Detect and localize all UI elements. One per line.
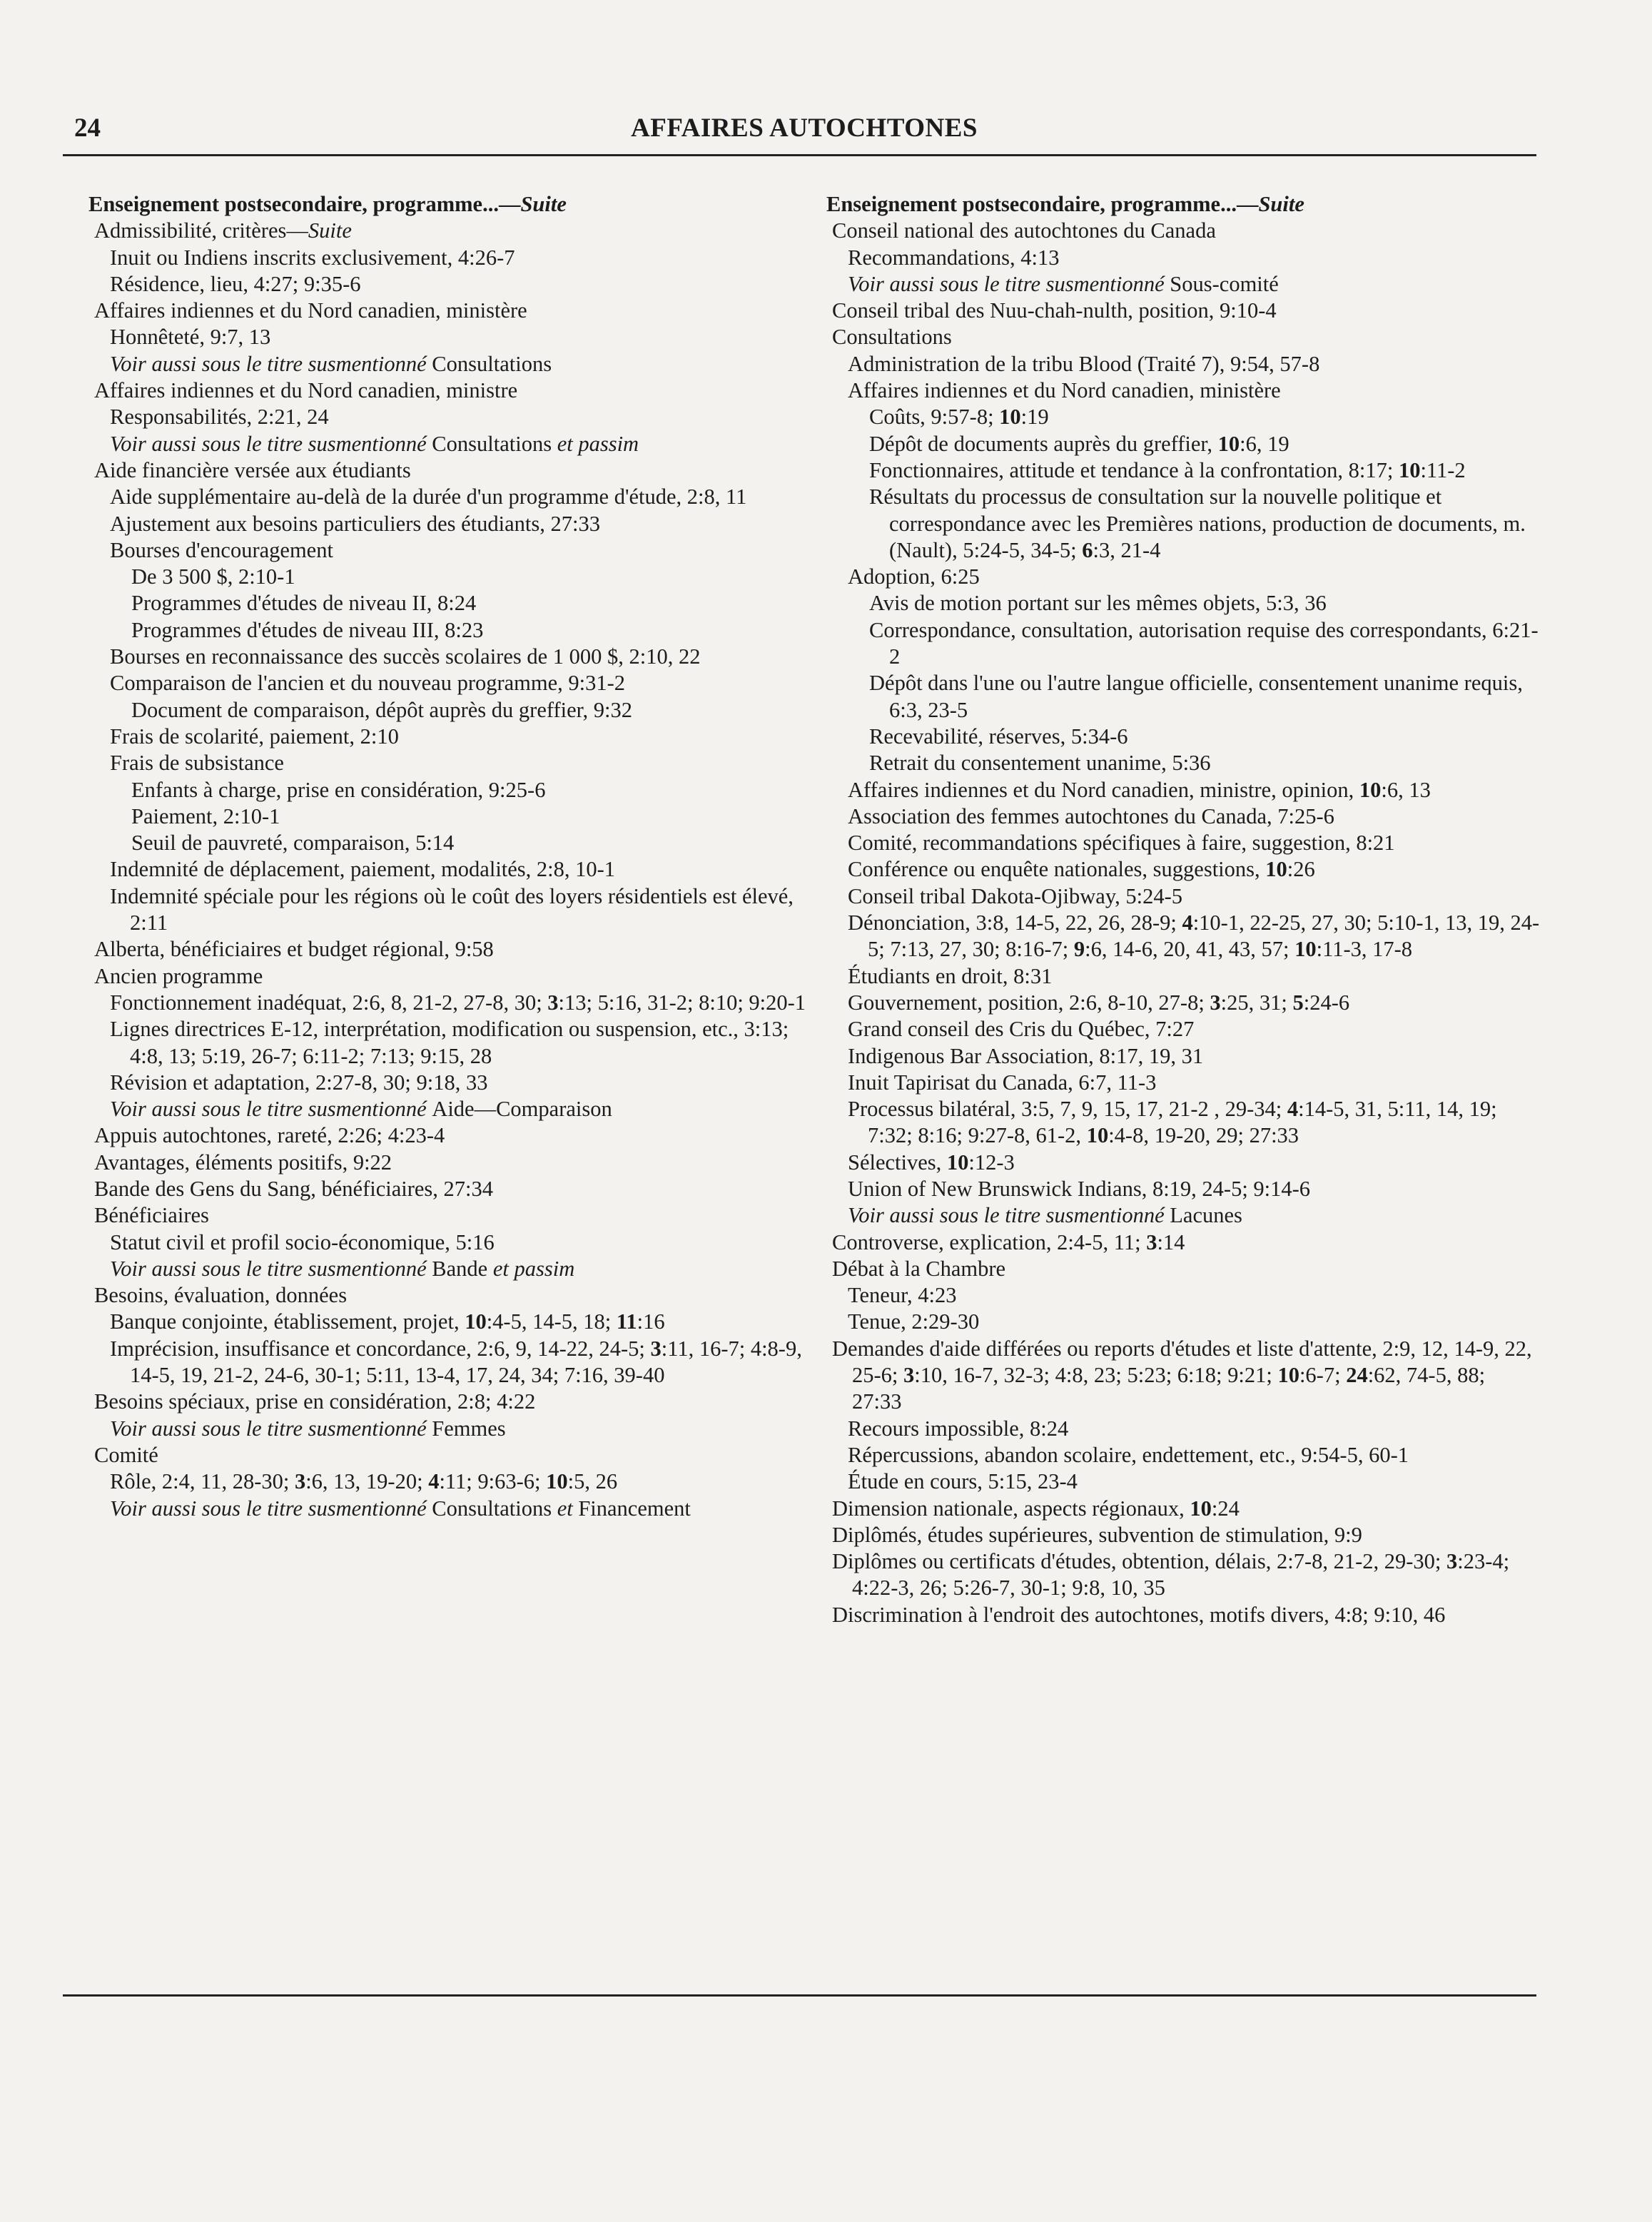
index-entry	[108, 830, 816, 856]
entry-text: :19	[1020, 405, 1049, 430]
index-entry	[846, 910, 1540, 963]
entry-text: Tenue, 2:29-30	[848, 1309, 980, 1334]
entry-text: 4	[428, 1469, 440, 1494]
index-entry	[846, 1282, 1540, 1309]
index-entry	[108, 324, 816, 350]
page-number: 24	[74, 113, 101, 143]
index-entry	[108, 1496, 816, 1522]
entry-text: Indemnité spéciale pour les régions où le coût des loyers résidentiels est élevé, 2:11	[110, 883, 794, 935]
entry-text: Besoins spéciaux, prise en considération, 2:8; 4:22	[94, 1389, 536, 1414]
entry-text: :4-5, 14-5, 18;	[486, 1309, 617, 1334]
entry-text: Paiement, 2:10-1	[131, 803, 280, 828]
entry-text: Appuis autochtones, rareté, 2:26; 4:23-4	[94, 1123, 445, 1148]
entry-text: Banque conjointe, établissement, projet,	[110, 1309, 465, 1334]
entry-text: Retrait du consentement unanime, 5:36	[869, 751, 1211, 776]
index-entry	[108, 590, 816, 617]
index-entry	[846, 1468, 1540, 1495]
entry-text: Résidence, lieu, 4:27; 9:35-6	[110, 271, 361, 296]
entry-text: :6, 13, 19-20;	[305, 1469, 429, 1494]
index-entry	[94, 963, 816, 990]
entry-text: Lignes directrices E-12, interprétation, modification ou suspension, etc., 3:13; 4:8, 13; 5:19, 26-7; 6:11-2; 7:13; 9:15, 28	[110, 1017, 789, 1068]
entry-text: :14	[1157, 1229, 1185, 1254]
index-entry	[832, 1256, 1540, 1282]
index-entry	[846, 1309, 1540, 1335]
entry-text: Association des femmes autochtones du Canada, 7:25-6	[848, 803, 1334, 828]
index-entry	[846, 803, 1540, 830]
index-entry	[108, 1016, 816, 1070]
index-entry	[846, 1442, 1540, 1468]
entry-text: Adoption, 6:25	[848, 564, 980, 589]
entry-text: :13; 5:16, 31-2; 8:10; 9:20-1	[558, 990, 806, 1015]
entry-text: 10	[1294, 937, 1317, 962]
entry-text: :4-8, 19-20, 29; 27:33	[1108, 1123, 1299, 1148]
index-entry	[846, 1043, 1540, 1070]
index-entry	[94, 936, 816, 963]
header-rule	[63, 154, 1536, 156]
entry-text: Programmes d'études de niveau III, 8:23	[131, 617, 484, 642]
index-entry	[108, 1336, 816, 1389]
entry-text: 10	[465, 1309, 487, 1334]
entry-text: 11	[616, 1309, 637, 1334]
index-entry	[108, 537, 816, 564]
index-entry	[108, 803, 816, 830]
entry-text: Étude en cours, 5:15, 23-4	[848, 1469, 1078, 1494]
index-entry	[846, 830, 1540, 856]
index-entry	[846, 1176, 1540, 1202]
entry-text: Aide supplémentaire au-delà de la durée d'un programme d'étude, 2:8, 11	[110, 485, 747, 509]
index-entry	[94, 457, 816, 484]
index-entry	[108, 1070, 816, 1096]
entry-text: Voir aussi sous le titre susmentionné	[848, 271, 1170, 296]
entry-text: Rôle, 2:4, 11, 28-30;	[110, 1469, 295, 1494]
entry-text: Teneur, 4:23	[848, 1283, 957, 1308]
entry-text: Lacunes	[1170, 1203, 1242, 1228]
entry-text: 10	[1086, 1123, 1109, 1148]
footer-rule	[63, 1994, 1536, 1997]
entry-text: :16	[637, 1309, 665, 1334]
entry-text: 3	[650, 1336, 662, 1361]
entry-text: Inuit Tapirisat du Canada, 6:7, 11-3	[848, 1070, 1157, 1095]
index-entry	[108, 1229, 816, 1256]
entry-text: Aide financière versée aux étudiants	[94, 457, 411, 482]
entry-text: :6, 14-6, 20, 41, 43, 57;	[1085, 937, 1295, 962]
index-entry	[846, 724, 1540, 750]
index-entry	[108, 271, 816, 298]
entry-text: Diplômes ou certificats d'études, obtention, délais, 2:7-8, 21-2, 29-30;	[832, 1549, 1447, 1574]
entry-text: Répercussions, abandon scolaire, endettement, etc., 9:54-5, 60-1	[848, 1442, 1409, 1467]
index-entry	[846, 484, 1540, 564]
entry-text: Comité	[94, 1442, 158, 1467]
index-entry	[846, 351, 1540, 377]
index-entry	[846, 377, 1540, 404]
entry-text: De 3 500 $, 2:10-1	[131, 564, 295, 589]
entry-text: Seuil de pauvreté, comparaison, 5:14	[131, 831, 455, 856]
index-heading	[826, 191, 1540, 218]
entry-text: Ancien programme	[94, 963, 263, 988]
entry-text: 10	[546, 1469, 568, 1494]
entry-text: Affaires indiennes et du Nord canadien, ministère	[848, 378, 1281, 403]
entry-text: Affaires indiennes et du Nord canadien, ministre	[94, 378, 518, 403]
entry-text: Statut civil et profil socio-économique, 5:16	[110, 1229, 495, 1254]
entry-text: Comité, recommandations spécifiques à faire, suggestion, 8:21	[848, 831, 1395, 856]
index-entry	[108, 484, 816, 510]
entry-text: :3, 21-4	[1093, 537, 1161, 562]
index-entry	[94, 218, 816, 244]
index-entry	[108, 777, 816, 803]
index-entry	[108, 245, 816, 271]
entry-text: Avantages, éléments positifs, 9:22	[94, 1150, 392, 1175]
index-entry	[846, 883, 1540, 910]
index-entry	[108, 644, 816, 670]
entry-text: Responsabilités, 2:21, 24	[110, 405, 329, 430]
entry-text: Programmes d'études de niveau II, 8:24	[131, 591, 477, 616]
index-entry	[832, 298, 1540, 324]
entry-text: Voir aussi sous le titre susmentionné	[110, 1256, 432, 1281]
entry-text: 10	[946, 1150, 969, 1175]
index-entry	[846, 670, 1540, 724]
entry-text: Résultats du processus de consultation sur la nouvelle politique et correspondance avec les Premières nations, production de documents, m. (Nault), 5:24-5, 34-5;	[869, 485, 1526, 562]
entry-text: Aide—Comparaison	[432, 1097, 612, 1122]
index-entry	[832, 1602, 1540, 1628]
entry-text: Dépôt de documents auprès du greffier,	[869, 431, 1218, 456]
entry-text: Voir aussi sous le titre susmentionné	[848, 1203, 1170, 1228]
entry-text: Imprécision, insuffisance et concordance, 2:6, 9, 14-22, 24-5;	[110, 1336, 651, 1361]
index-entry	[94, 1282, 816, 1309]
index-entry	[94, 298, 816, 324]
entry-text: Débat à la Chambre	[832, 1256, 1006, 1281]
index-column-left	[88, 191, 816, 1522]
entry-text: 3	[294, 1469, 306, 1494]
entry-text: :10-1, 22-25, 27, 30; 5:10-1, 13, 19, 24-5; 7:13, 27, 30; 8:16-7;	[868, 910, 1540, 962]
entry-text: Consultations	[432, 351, 552, 376]
index-entry	[108, 856, 816, 883]
index-entry	[108, 1309, 816, 1335]
entry-text: Processus bilatéral, 3:5, 7, 9, 15, 17, 21-2 , 29-34;	[848, 1097, 1287, 1122]
entry-text: Frais de scolarité, paiement, 2:10	[110, 724, 399, 749]
index-entry	[108, 724, 816, 750]
entry-text: Bourses en reconnaissance des succès scolaires de 1 000 $, 2:10, 22	[110, 644, 701, 669]
entry-text: Alberta, bénéficiaires et budget régional, 9:58	[94, 937, 494, 962]
entry-text: Révision et adaptation, 2:27-8, 30; 9:18, 33	[110, 1070, 488, 1095]
entry-text: 10	[1217, 431, 1240, 456]
index-entry	[846, 963, 1540, 990]
index-entry	[108, 990, 816, 1016]
entry-text: :14-5, 31, 5:11, 14, 19; 7:32; 8:16; 9:27-8, 61-2,	[868, 1097, 1497, 1148]
entry-text: et	[557, 1496, 579, 1521]
entry-text: Bénéficiaires	[94, 1203, 209, 1228]
index-entry	[832, 1548, 1540, 1602]
index-entry	[846, 457, 1540, 484]
entry-text: 10	[1265, 857, 1287, 882]
index-entry	[94, 1122, 816, 1149]
entry-text: :6-7;	[1299, 1363, 1347, 1388]
entry-text: Voir aussi sous le titre susmentionné	[110, 1097, 432, 1122]
entry-text: Union of New Brunswick Indians, 8:19, 24-5; 9:14-6	[848, 1176, 1311, 1201]
entry-text: Recommandations, 4:13	[848, 245, 1060, 270]
index-entry	[846, 617, 1540, 671]
index-entry	[832, 1229, 1540, 1256]
entry-text: Financement	[578, 1496, 691, 1521]
entry-text: 3	[903, 1363, 915, 1388]
index-entry	[846, 271, 1540, 298]
index-entry	[846, 404, 1540, 430]
entry-text: Coûts, 9:57-8;	[869, 405, 1000, 430]
entry-text: Grand conseil des Cris du Québec, 7:27	[848, 1017, 1195, 1042]
index-entry	[94, 1442, 816, 1468]
entry-text: Sélectives,	[848, 1150, 947, 1175]
entry-text: 9	[1073, 937, 1085, 962]
index-entry	[846, 856, 1540, 883]
index-entry	[108, 670, 816, 696]
entry-text: :6, 13	[1381, 777, 1431, 802]
index-entry	[94, 1176, 816, 1202]
index-entry	[846, 564, 1540, 590]
entry-text: Suite	[308, 218, 352, 243]
entry-text: :26	[1287, 857, 1315, 882]
index-entry	[846, 1070, 1540, 1096]
index-entry	[832, 1496, 1540, 1522]
entry-text: Consultations	[432, 431, 557, 456]
entry-text: Recevabilité, réserves, 5:34-6	[869, 724, 1128, 749]
entry-text: Indigenous Bar Association, 8:17, 19, 31	[848, 1043, 1204, 1068]
index-entry	[108, 564, 816, 590]
entry-text: Sous-comité	[1170, 271, 1279, 296]
index-entry	[108, 511, 816, 537]
index-entry	[94, 377, 816, 404]
entry-text: Voir aussi sous le titre susmentionné	[110, 1416, 432, 1441]
index-entry	[108, 750, 816, 776]
index-column-right	[826, 191, 1540, 1628]
entry-text: Administration de la tribu Blood (Traité 7), 9:54, 57-8	[848, 351, 1320, 376]
entry-text: Dénonciation, 3:8, 14-5, 22, 26, 28-9;	[848, 910, 1182, 935]
entry-text: et passim	[492, 1256, 575, 1281]
entry-text: 24	[1346, 1363, 1368, 1388]
entry-text: Voir aussi sous le titre susmentionné	[110, 351, 432, 376]
entry-text: :11-2	[1420, 457, 1466, 482]
entry-text: :10, 16-7, 32-3; 4:8, 23; 5:23; 6:18; 9:21;	[914, 1363, 1278, 1388]
entry-text: 4	[1182, 910, 1193, 935]
index-entry	[94, 1389, 816, 1415]
running-head: AFFAIRES AUTOCHTONES	[631, 113, 978, 143]
entry-text: Voir aussi sous le titre susmentionné	[110, 431, 432, 456]
entry-text: Conseil tribal Dakota-Ojibway, 5:24-5	[848, 883, 1182, 908]
index-entry	[846, 990, 1540, 1016]
index-entry	[108, 431, 816, 457]
entry-text: :25, 31;	[1220, 990, 1293, 1015]
entry-text: Conférence ou enquête nationales, suggestions,	[848, 857, 1266, 882]
entry-text: Consultations	[832, 325, 952, 350]
index-entry	[846, 1016, 1540, 1042]
entry-text: Dimension nationale, aspects régionaux,	[832, 1496, 1190, 1521]
index-entry	[846, 431, 1540, 457]
entry-text: 10	[1398, 457, 1421, 482]
index-entry	[94, 1202, 816, 1229]
entry-text: Comparaison de l'ancien et du nouveau programme, 9:31-2	[110, 671, 626, 696]
index-entry	[108, 1468, 816, 1495]
entry-text: 6	[1082, 537, 1093, 562]
index-heading	[88, 191, 816, 218]
index-entry	[108, 617, 816, 644]
entry-text: :5, 26	[567, 1469, 618, 1494]
entry-text: Femmes	[432, 1416, 506, 1441]
entry-text: :11; 9:63-6;	[439, 1469, 547, 1494]
entry-text: Conseil tribal des Nuu-chah-nulth, position, 9:10-4	[832, 298, 1277, 323]
entry-text: Enseignement postsecondaire, programme...—	[826, 192, 1259, 216]
entry-text: Ajustement aux besoins particuliers des étudiants, 27:33	[110, 511, 600, 536]
entry-text: 10	[1277, 1363, 1299, 1388]
entry-text: :23-4; 4:22-3, 26; 5:26-7, 30-1; 9:8, 10, 35	[852, 1549, 1510, 1600]
entry-text: 3	[547, 990, 559, 1015]
entry-text: Frais de subsistance	[110, 751, 284, 776]
entry-text: Indemnité de déplacement, paiement, modalités, 2:8, 10-1	[110, 857, 616, 882]
entry-text: :12-3	[968, 1150, 1015, 1175]
entry-text: 3	[1210, 990, 1221, 1015]
entry-text: Consultations	[432, 1496, 557, 1521]
entry-text: Besoins, évaluation, données	[94, 1283, 348, 1308]
index-entry	[108, 1096, 816, 1122]
entry-text: :24-6	[1303, 990, 1350, 1015]
entry-text: Suite	[520, 192, 567, 216]
entry-text: Enfants à charge, prise en considération, 9:25-6	[131, 777, 546, 802]
entry-text: Controverse, explication, 2:4-5, 11;	[832, 1229, 1147, 1254]
entry-text: Avis de motion portant sur les mêmes objets, 5:3, 36	[869, 591, 1327, 616]
entry-text: Suite	[1258, 192, 1304, 216]
entry-text: Étudiants en droit, 8:31	[848, 963, 1053, 988]
index-entry	[832, 1522, 1540, 1548]
index-entry	[108, 697, 816, 724]
entry-text: Diplômés, études supérieures, subvention de stimulation, 9:9	[832, 1522, 1362, 1547]
index-entry	[846, 590, 1540, 617]
entry-text: Document de comparaison, dépôt auprès du greffier, 9:32	[131, 697, 633, 722]
entry-text: 10	[999, 405, 1021, 430]
index-entry	[846, 1096, 1540, 1150]
entry-text: Correspondance, consultation, autorisation requise des correspondants, 6:21-2	[869, 617, 1539, 669]
entry-text: Affaires indiennes et du Nord canadien, ministre, opinion,	[848, 777, 1359, 802]
entry-text: 3	[1146, 1229, 1157, 1254]
entry-text: Fonctionnement inadéquat, 2:6, 8, 21-2, 27-8, 30;	[110, 990, 548, 1015]
entry-text: 4	[1287, 1097, 1299, 1122]
entry-text: :6, 19	[1240, 431, 1289, 456]
index-entry	[832, 218, 1540, 244]
entry-text: Admissibilité, critères—	[94, 218, 308, 243]
index-entry	[846, 1150, 1540, 1176]
entry-text: Conseil national des autochtones du Canada	[832, 218, 1216, 243]
index-entry	[108, 1416, 816, 1442]
entry-text: Discrimination à l'endroit des autochtones, motifs divers, 4:8; 9:10, 46	[832, 1602, 1446, 1627]
index-entry	[846, 777, 1540, 803]
entry-text: Voir aussi sous le titre susmentionné	[110, 1496, 432, 1521]
entry-text: Affaires indiennes et du Nord canadien, ministère	[94, 298, 527, 323]
entry-text: Enseignement postsecondaire, programme...—	[88, 192, 521, 216]
entry-text: :24	[1211, 1496, 1240, 1521]
entry-text: :11-3, 17-8	[1316, 937, 1413, 962]
entry-text: Bande des Gens du Sang, bénéficiaires, 27:34	[94, 1176, 494, 1201]
index-entry	[832, 1336, 1540, 1416]
index-entry	[846, 1202, 1540, 1229]
index-entry	[832, 324, 1540, 350]
index-entry	[846, 245, 1540, 271]
entry-text: :11, 16-7; 4:8-9, 14-5, 19, 21-2, 24-6, 30-1; 5:11, 13-4, 17, 24, 34; 7:16, 39-40	[130, 1336, 802, 1388]
entry-text: Gouvernement, position, 2:6, 8-10, 27-8;	[848, 990, 1210, 1015]
entry-text: 5	[1292, 990, 1304, 1015]
entry-text: et passim	[557, 431, 639, 456]
entry-text: Demandes d'aide différées ou reports d'études et liste d'attente, 2:9, 12, 14-9, 22, 25-6;	[832, 1336, 1532, 1388]
page-header	[74, 113, 1534, 154]
entry-text: Inuit ou Indiens inscrits exclusivement, 4:26-7	[110, 245, 515, 270]
entry-text: 10	[1190, 1496, 1212, 1521]
entry-text: :62, 74-5, 88; 27:33	[852, 1363, 1486, 1414]
entry-text: Honnêteté, 9:7, 13	[110, 325, 271, 350]
index-entry	[846, 1416, 1540, 1442]
entry-text: Bande	[432, 1256, 493, 1281]
entry-text: 3	[1446, 1549, 1458, 1574]
entry-text: Bourses d'encouragement	[110, 537, 333, 562]
entry-text: Fonctionnaires, attitude et tendance à la confrontation, 8:17;	[869, 457, 1399, 482]
entry-text: Dépôt dans l'une ou l'autre langue officielle, consentement unanime requis, 6:3, 23-5	[869, 671, 1523, 722]
index-entry	[846, 750, 1540, 776]
index-entry	[108, 351, 816, 377]
index-entry	[108, 1256, 816, 1282]
index-entry	[108, 883, 816, 937]
entry-text: Recours impossible, 8:24	[848, 1416, 1069, 1441]
index-entry	[108, 404, 816, 430]
entry-text: 10	[1359, 777, 1382, 802]
index-entry	[94, 1150, 816, 1176]
